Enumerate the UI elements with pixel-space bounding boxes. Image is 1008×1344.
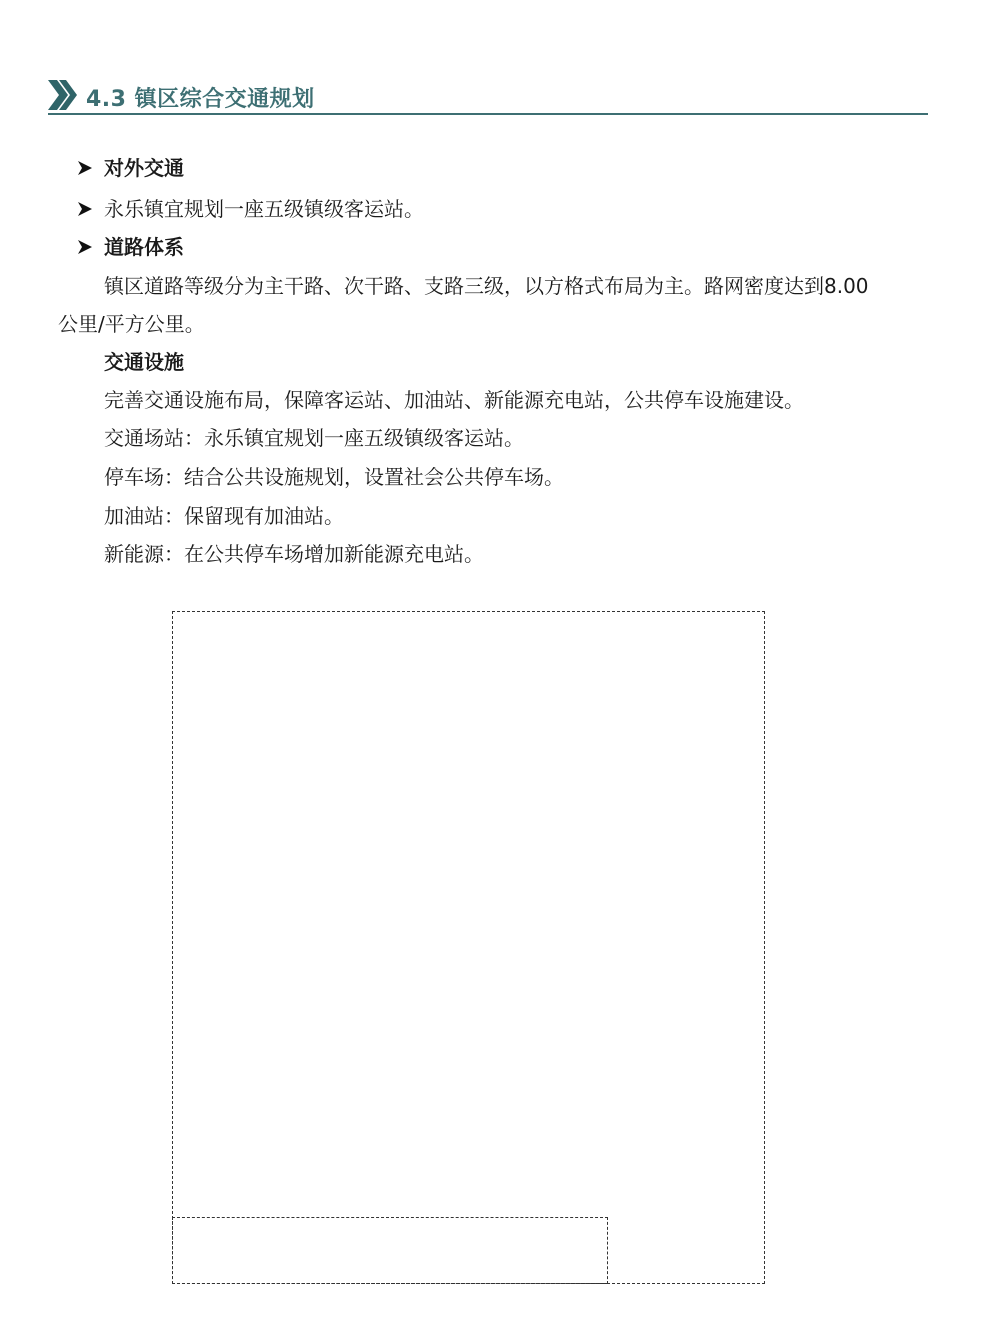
parking-text: 停车场：结合公共设施规划，设置社会公共停车场。 bbox=[104, 465, 564, 489]
heading-traffic-facilities: 交通设施 bbox=[104, 350, 184, 374]
heading-external-traffic: 对外交通 bbox=[104, 156, 184, 180]
arrow-bullet-icon bbox=[78, 202, 92, 216]
arrow-bullet-icon bbox=[78, 240, 92, 254]
heading-road-system: 道路体系 bbox=[104, 235, 184, 259]
road-system-text-line1: 镇区道路等级分为主干路、次干路、支路三级，以方格式布局为主。路网密度达到8.00 bbox=[104, 274, 869, 298]
section-header bbox=[48, 78, 928, 116]
figure-caption-placeholder bbox=[172, 1217, 608, 1284]
section-title: 4.3 镇区综合交通规划 bbox=[86, 87, 315, 112]
arrow-bullet-icon bbox=[78, 161, 92, 175]
figure-placeholder-frame bbox=[172, 611, 765, 1284]
facilities-text: 完善交通设施布局，保障客运站、加油站、新能源充电站，公共停车设施建设。 bbox=[104, 388, 804, 412]
road-system-text-line2: 公里/平方公里。 bbox=[58, 312, 205, 336]
station-text: 交通场站：永乐镇宜规划一座五级镇级客运站。 bbox=[104, 426, 524, 450]
header-divider bbox=[48, 113, 928, 115]
double-chevron-right-icon bbox=[48, 80, 78, 110]
gas-station-text: 加油站：保留现有加油站。 bbox=[104, 504, 344, 528]
new-energy-text: 新能源：在公共停车场增加新能源充电站。 bbox=[104, 542, 484, 566]
external-traffic-text: 永乐镇宜规划一座五级镇级客运站。 bbox=[104, 197, 424, 221]
